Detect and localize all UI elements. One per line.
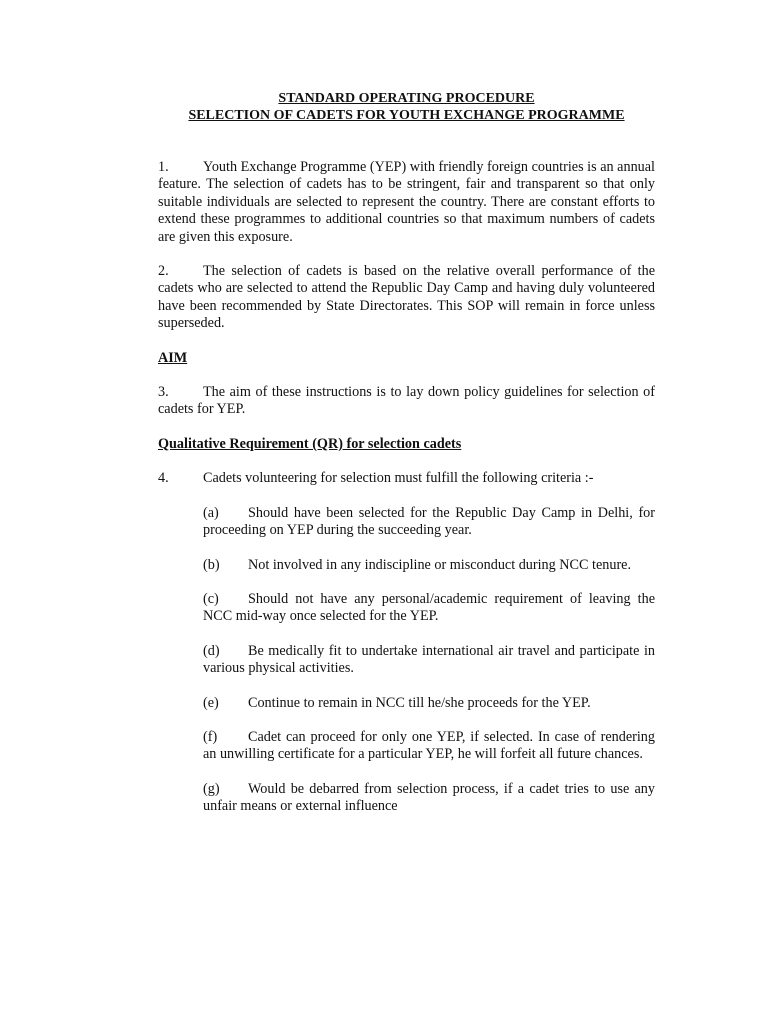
- criteria-letter: (f): [203, 728, 218, 745]
- criteria-letter: (d): [203, 642, 220, 659]
- section-heading-aim: AIM: [158, 349, 188, 366]
- criteria-text: Cadet can proceed for only one YEP, if selected. In case of rendering an unwilling certificate for a particular YEP, he will forfeit all future chances.: [203, 728, 655, 763]
- document-page: [158, 90, 655, 816]
- paragraph-number: 1.: [158, 159, 169, 175]
- criteria-text: Be medically fit to undertake international air travel and participate in various physical activities.: [203, 642, 655, 677]
- paragraph-3: [158, 384, 655, 419]
- criteria-item-f: [203, 729, 655, 764]
- paragraph-text: The selection of cadets is based on the relative overall performance of the cadets who are selected to attend the Republic Day Camp and having duly volunteered have been recommended by State Directorates. This SOP will remain in force unless superseded.: [158, 263, 655, 332]
- paragraph-text: Cadets volunteering for selection must fulfill the following criteria :-: [203, 470, 594, 487]
- criteria-letter: (a): [203, 504, 219, 521]
- criteria-letter: (b): [203, 556, 220, 573]
- criteria-item-c: [203, 591, 655, 626]
- paragraph-number: 2.: [158, 263, 169, 280]
- paragraph-4: [158, 470, 655, 487]
- criteria-text: Not involved in any indiscipline or misconduct during NCC tenure.: [248, 556, 632, 573]
- criteria-item-d: [203, 643, 655, 678]
- paragraph-1: [158, 159, 655, 246]
- document-title-line2: SELECTION OF CADETS FOR YOUTH EXCHANGE PROGRAMME: [188, 108, 625, 123]
- criteria-text: Would be debarred from selection process, if a cadet tries to use any unfair means or external influence: [203, 780, 655, 815]
- paragraph-number: 3.: [158, 384, 169, 401]
- criteria-item-b: [203, 557, 655, 574]
- criteria-text: Should have been selected for the Republic Day Camp in Delhi, for proceeding on YEP during the succeeding year.: [203, 504, 655, 539]
- paragraph-2: [158, 263, 655, 333]
- section-heading-qr: Qualitative Requirement (QR) for selection cadets: [158, 435, 462, 452]
- criteria-text: Should not have any personal/academic requirement of leaving the NCC mid-way once selected for the YEP.: [203, 590, 655, 625]
- paragraph-text: The aim of these instructions is to lay down policy guidelines for selection of cadets for YEP.: [158, 384, 655, 418]
- criteria-item-a: [203, 505, 655, 540]
- criteria-item-g: [203, 781, 655, 816]
- criteria-text: Continue to remain in NCC till he/she proceeds for the YEP.: [248, 694, 591, 711]
- paragraph-number: 4.: [158, 470, 169, 487]
- criteria-letter: (c): [203, 590, 219, 607]
- criteria-letter: (g): [203, 780, 220, 797]
- criteria-item-e: [203, 695, 655, 712]
- paragraph-text: Youth Exchange Programme (YEP) with friendly foreign countries is an annual feature. The selection of cadets has to be stringent, fair and transparent so that only suitable individuals are selected to represent the country. There are constant efforts to extend these programmes to additional countries so that maximum numbers of cadets are given this exposure.: [158, 159, 655, 245]
- document-title-line1: STANDARD OPERATING PROCEDURE: [278, 91, 535, 106]
- criteria-letter: (e): [203, 694, 219, 711]
